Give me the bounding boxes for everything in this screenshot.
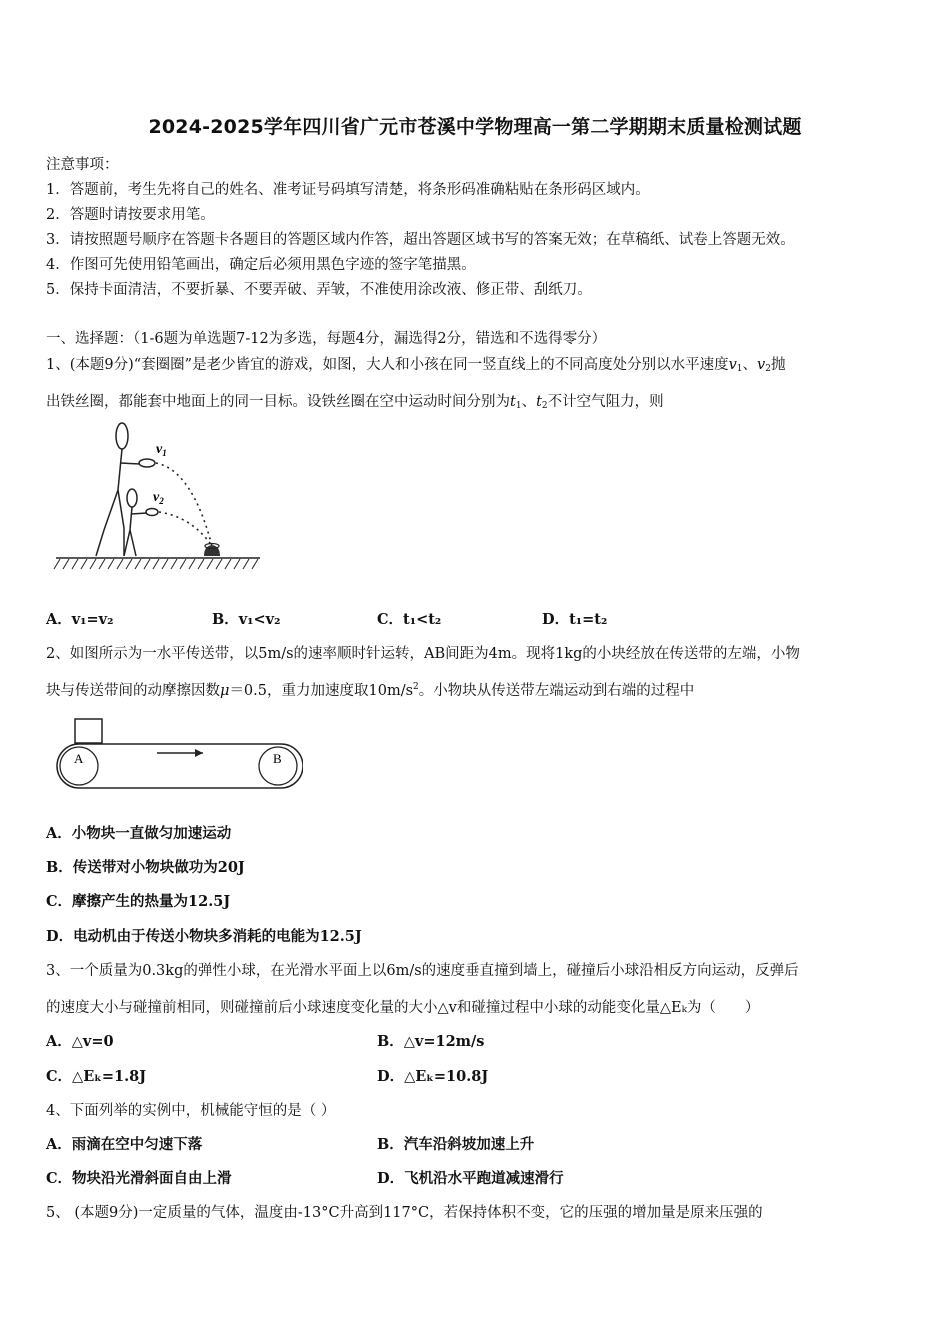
q3-option-b[interactable]: B．△v=12m/s: [377, 1033, 485, 1050]
q1-sep: 、: [742, 357, 758, 373]
q1-t1: t: [510, 394, 516, 410]
q2-text: 块与传送带间的动摩擦因数: [46, 683, 220, 699]
q1-line1: [46, 353, 785, 374]
q1-v2: v: [757, 357, 766, 373]
q1-text: 1、(本题9分)“套圈圈”是老少皆宜的游戏，如图，大人和小孩在同一竖直线上的不同高度处分别以水平速度: [46, 357, 729, 373]
q4-option-a[interactable]: A．雨滴在空中匀速下落: [46, 1136, 203, 1153]
label-a: A: [74, 751, 84, 766]
notice-heading: 注意事项：: [46, 157, 119, 173]
q2-conveyor-figure: [55, 715, 303, 797]
q1-v1: v: [728, 357, 737, 373]
q4-option-b[interactable]: B．汽车沿斜坡加速上升: [377, 1136, 535, 1153]
q1-text-end: 抛: [770, 357, 786, 373]
trajectory-v2: [159, 512, 212, 546]
q4-option-c[interactable]: C．物块沿光滑斜面自由上滑: [46, 1170, 232, 1187]
label-v1: $v_1$: [156, 442, 167, 458]
q3-option-a[interactable]: A．△v=0: [46, 1033, 114, 1050]
q1-option-d[interactable]: D．t₁=t₂: [542, 611, 608, 628]
notice-item: 2．答题时请按要求用笔。: [46, 207, 215, 223]
q1-sep2: 、: [521, 394, 537, 410]
q1-t1-sub: 1: [515, 401, 522, 411]
block: [75, 719, 102, 743]
q4-line1: 4、下面列举的实例中，机械能守恒的是（ ）: [46, 1103, 336, 1119]
q3-option-d[interactable]: D．△Eₖ=10.8J: [377, 1068, 489, 1085]
q2-line2: [46, 679, 694, 700]
q2-option-d[interactable]: D．电动机由于传送小物块多消耗的电能为12.5J: [46, 928, 362, 945]
q1-option-b[interactable]: B．v₁<v₂: [212, 611, 281, 628]
q1-option-c[interactable]: C．t₁<t₂: [377, 611, 442, 628]
q1-v2-sub: 2: [765, 364, 771, 374]
q2-text-b: ＝0.5，重力加速度取10m/s: [229, 683, 414, 699]
q5-line1: 5、 (本题9分)一定质量的气体，温度由-13°C升高到117°C，若保持体积不变，它的压强的增加量是原来压强的: [46, 1205, 763, 1221]
q3-option-c[interactable]: C．△Eₖ=1.8J: [46, 1068, 147, 1085]
adult-figure: [96, 423, 155, 556]
notice-item: 5．保持卡面清洁，不要折暴、不要弄破、弄皱，不准使用涂改液、修正带、刮纸刀。: [46, 282, 592, 298]
q2-text-c: 。小物块从传送带左端运动到右端的过程中: [418, 683, 695, 699]
q1-text2-end: 不计空气阻力，则: [547, 394, 664, 410]
label-b: B: [273, 751, 282, 766]
q2-mu: μ: [220, 683, 230, 699]
label-v2: $v_2$: [153, 490, 164, 506]
q2-option-c[interactable]: C．摩擦产生的热量为12.5J: [46, 893, 231, 910]
q1-option-a[interactable]: A．v₁=v₂: [46, 611, 114, 628]
notice-item: 4．作图可先使用铅笔画出，确定后必须用黑色字迹的签字笔描黑。: [46, 257, 476, 273]
q1-t2: t: [536, 394, 542, 410]
target-object: [204, 545, 220, 556]
page-title: 2024-2025学年四川省广元市苍溪中学物理高一第二学期期末质量检测试题: [148, 116, 802, 138]
notice-item: 1．答题前，考生先将自己的姓名、准考证号码填写清楚，将条形码准确粘贴在条形码区域内。: [46, 182, 650, 198]
notice-item: 3．请按照题号顺序在答题卡各题目的答题区域内作答，超出答题区域书写的答案无效；在草稿纸、试卷上答题无效。: [46, 232, 795, 248]
trajectory-v1: [156, 463, 212, 546]
q2-line1: 2、如图所示为一水平传送带，以5m/s的速率顺时针运转，AB间距为4m。现将1kg的小块经放在传送带的左端，小物: [46, 646, 800, 662]
q1-t2-sub: 2: [541, 401, 548, 411]
q2-option-b[interactable]: B．传送带对小物块做功为20J: [46, 859, 245, 876]
q4-option-d[interactable]: D．飞机沿水平跑道减速滑行: [377, 1170, 564, 1187]
q1-line2: [46, 390, 664, 411]
q1-ring-toss-figure: [52, 418, 267, 573]
section-heading: 一、选择题：（1-6题为单选题7-12为多选，每题4分，漏选得2分，错选和不选得零分）: [46, 331, 607, 347]
q1-text2: 出铁丝圈，都能套中地面上的同一目标。设铁丝圈在空中运动时间分别为: [46, 394, 510, 410]
q1-v1-sub: 1: [736, 364, 743, 374]
q2-square: 2: [413, 682, 419, 693]
q2-option-a[interactable]: A．小物块一直做匀加速运动: [46, 825, 232, 842]
q3-line2: 的速度大小与碰撞前相同，则碰撞前后小球速度变化量的大小△v和碰撞过程中小球的动能变化量△Eₖ为（ ）: [46, 1000, 760, 1016]
q3-line1: 3、一个质量为0.3kg的弹性小球，在光滑水平面上以6m/s的速度垂直撞到墙上，碰撞后小球沿相反方向运动，反弹后: [46, 963, 799, 979]
